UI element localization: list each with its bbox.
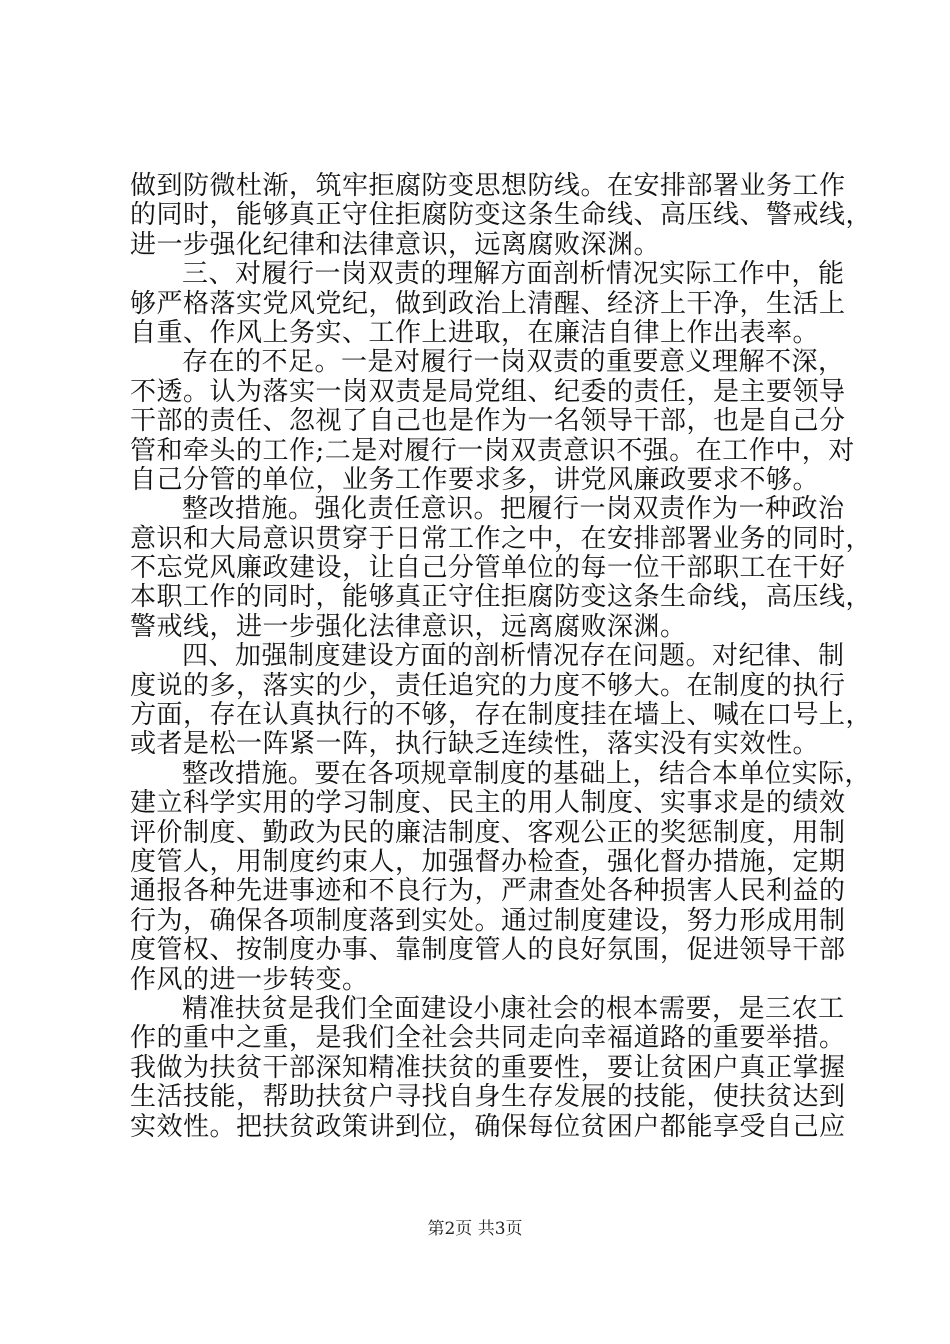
- text-line: 作的重中之重，是我们全社会共同走向幸福道路的重要举措。: [130, 1023, 846, 1054]
- text-line: 建立科学实用的学习制度、民主的用人制度、实事求是的绩效: [130, 788, 846, 819]
- text-line: 度管权、按制度办事、靠制度管人的良好氛围，促进领导干部: [130, 935, 846, 966]
- text-line: 存在的不足。一是对履行一岗双责的重要意义理解不深，: [182, 347, 845, 378]
- text-line: 意识和大局意识贯穿于日常工作之中，在安排部署业务的同时，: [130, 523, 873, 554]
- text-line: 自己分管的单位，业务工作要求多，讲党风廉政要求不够。: [130, 464, 820, 495]
- text-line: 度管人，用制度约束人，加强督办检查，强化督办措施，定期: [130, 846, 846, 877]
- text-line: 干部的责任、忽视了自己也是作为一名领导干部，也是自己分: [130, 406, 846, 437]
- text-line: 本职工作的同时，能够真正守住拒腐防变这条生命线，高压线，: [130, 582, 873, 613]
- text-line: 通报各种先进事迹和不良行为，严肃查处各种损害人民利益的: [130, 876, 846, 907]
- text-line: 我做为扶贫干部深知精准扶贫的重要性，要让贫困户真正掌握: [130, 1052, 846, 1083]
- text-line: 生活技能，帮助扶贫户寻找自身生存发展的技能，使扶贫达到: [130, 1082, 846, 1113]
- text-line: 评价制度、勤政为民的廉洁制度、客观公正的奖惩制度，用制: [130, 817, 846, 848]
- text-line: 警戒线，进一步强化法律意识，远离腐败深渊。: [130, 611, 687, 642]
- text-line: 做到防微杜渐，筑牢拒腐防变思想防线。在安排部署业务工作: [130, 171, 846, 201]
- text-line: 精准扶贫是我们全面建设小康社会的根本需要，是三农工: [182, 993, 845, 1024]
- text-line: 四、加强制度建设方面的剖析情况存在问题。对纪律、制: [182, 641, 845, 672]
- text-line: 自重、作风上务实、工作上进取，在廉洁自律上作出表率。: [130, 317, 820, 348]
- document-body: [130, 171, 873, 1142]
- text-line: 整改措施。要在各项规章制度的基础上，结合本单位实际，: [182, 758, 872, 789]
- text-line: 方面，存在认真执行的不够，存在制度挂在墙上、喊在口号上，: [130, 700, 873, 731]
- text-line: 不透。认为落实一岗双责是局党组、纪委的责任，是主要领导: [130, 376, 846, 407]
- text-line: 管和牵头的工作;二是对履行一岗双责意识不强。在工作中，对: [130, 435, 855, 466]
- text-line: 进一步强化纪律和法律意识，远离腐败深渊。: [130, 229, 661, 260]
- text-line: 的同时，能够真正守住拒腐防变这条生命线、高压线、警戒线，: [130, 200, 873, 231]
- text-line: 不忘党风廉政建设，让自己分管单位的每一位干部职工在干好: [130, 553, 846, 584]
- page-number-footer: 第2页 共3页: [427, 1219, 523, 1239]
- text-line: 三、对履行一岗双责的理解方面剖析情况实际工作中，能: [182, 259, 845, 290]
- text-line: 整改措施。强化责任意识。把履行一岗双责作为一种政治: [182, 494, 845, 525]
- text-line: 够严格落实党风党纪，做到政治上清醒、经济上干净，生活上: [130, 288, 846, 319]
- text-line: 实效性。把扶贫政策讲到位，确保每位贫困户都能享受自己应: [130, 1111, 846, 1142]
- text-line: 度说的多，落实的少，责任追究的力度不够大。在制度的执行: [130, 670, 846, 701]
- text-line: 或者是松一阵紧一阵，执行缺乏连续性，落实没有实效性。: [130, 729, 820, 760]
- text-line: 作风的进一步转变。: [130, 964, 369, 995]
- text-line: 行为，确保各项制度落到实处。通过制度建设，努力形成用制: [130, 905, 846, 936]
